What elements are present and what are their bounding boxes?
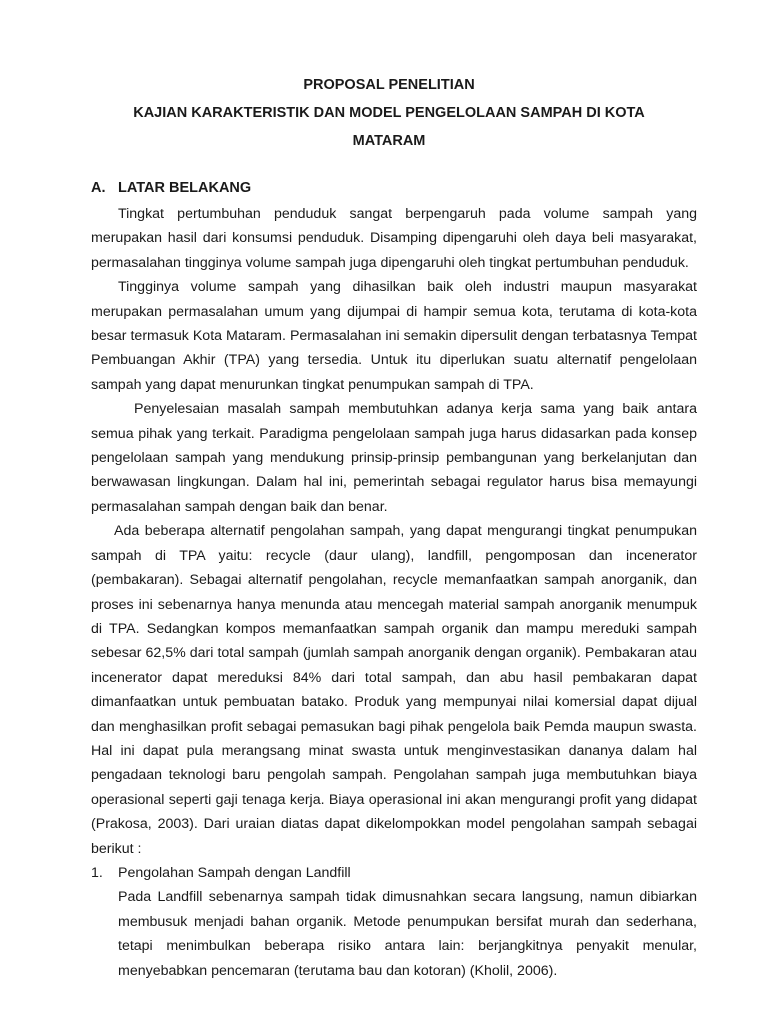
list-item-number: 1.: [91, 864, 103, 881]
list-item-heading: Pengolahan Sampah dengan Landfill: [118, 864, 351, 881]
document-title: [90, 71, 688, 155]
section-heading: [91, 176, 251, 200]
paragraph-3: Penyelesaian masalah sampah membutuhkan adanya kerja sama yang baik antara semua pihak yang terkait. Paradigma pengelolaan sampah juga harus didasarkan pada konsep pengelolaan sampah yang mendukung prinsip-prinsip pembangunan yang berkelanjutan dan berwawasan lingkungan. Dalam hal ini, pemerintah sebagai regulator harus bisa memayungi permasalahan sampah dengan baik dan benar.: [91, 401, 697, 515]
body-text: [91, 202, 697, 983]
title-line-1: PROPOSAL PENELITIAN: [303, 77, 475, 93]
title-line-3: MATARAM: [352, 133, 426, 149]
paragraph-4: Ada beberapa alternatif pengolahan sampah, yang dapat mengurangi tingkat penumpukan sampah di TPA yaitu: recycle (daur ulang), landfill, pengomposan dan incenerator (pembakaran). Sebagai alternatif pengolahan, recycle memanfaatkan sampah anorganik, dan proses ini sebenarnya hanya menunda atau mencegah material sampah anorganik menumpuk di TPA. Sedangkan kompos memanfaatkan sampah organik dan mampu mereduki sampah sebesar 62,5% dari total sampah (jumlah sampah anorganik dengan organik). Pembakaran atau incenerator dapat mereduksi 84% dari total sampah, dan abu hasil pembakaran dapat dimanfaatkan untuk pembuatan batako. Produk yang mempunyai nilai komersial dapat dijual dan menghasilkan profit sebagai pemasukan bagi pihak pengelola baik Pemda maupun swasta. Hal ini dapat pula merangsang minat swasta untuk menginvestasikan dananya dalam hal pengadaan teknologi baru pengolah sampah. Pengolahan sampah juga membutuhkan biaya operasional seperti gaji tenaga kerja. Biaya operasional ini akan mengurangi profit yang didapat (Prakosa, 2003). Dari uraian diatas dapat dikelompokkan model pengolahan sampah sebagai berikut :: [91, 523, 697, 857]
title-line-2: KAJIAN KARAKTERISTIK DAN MODEL PENGELOLAAN SAMPAH DI KOTA: [133, 105, 645, 121]
list-item: [91, 861, 697, 885]
section-title: LATAR BELAKANG: [118, 180, 252, 196]
paragraph-2: Tingginya volume sampah yang dihasilkan baik oleh industri maupun masyarakat merupakan permasalahan umum yang dijumpai di hampir semua kota, terutama di kota-kota besar termasuk Kota Mataram. Permasalahan ini semakin dipersulit dengan terbatasnya Tempat Pembuangan Akhir (TPA) yang tersedia. Untuk itu diperlukan suatu alternatif pengelolaan sampah yang dapat menurunkan tingkat penumpukan sampah di TPA.: [91, 279, 697, 393]
list-item-text: Pada Landfill sebenarnya sampah tidak dimusnahkan secara langsung, namun dibiarkan membusuk menjadi bahan organik. Metode penumpukan bersifat murah dan sederhana, tetapi menimbulkan beberapa risiko antara lain: berjangkitnya penyakit menular, menyebabkan pencemaran (terutama bau dan kotoran) (Kholil, 2006).: [118, 889, 697, 979]
section-number: A.: [91, 180, 106, 196]
paragraph-1: Tingkat pertumbuhan penduduk sangat berpengaruh pada volume sampah yang merupakan hasil dari konsumsi penduduk. Disamping dipengaruhi oleh daya beli masyarakat, permasalahan tingginya volume sampah juga dipengaruhi oleh tingkat pertumbuhan penduduk.: [91, 206, 697, 271]
